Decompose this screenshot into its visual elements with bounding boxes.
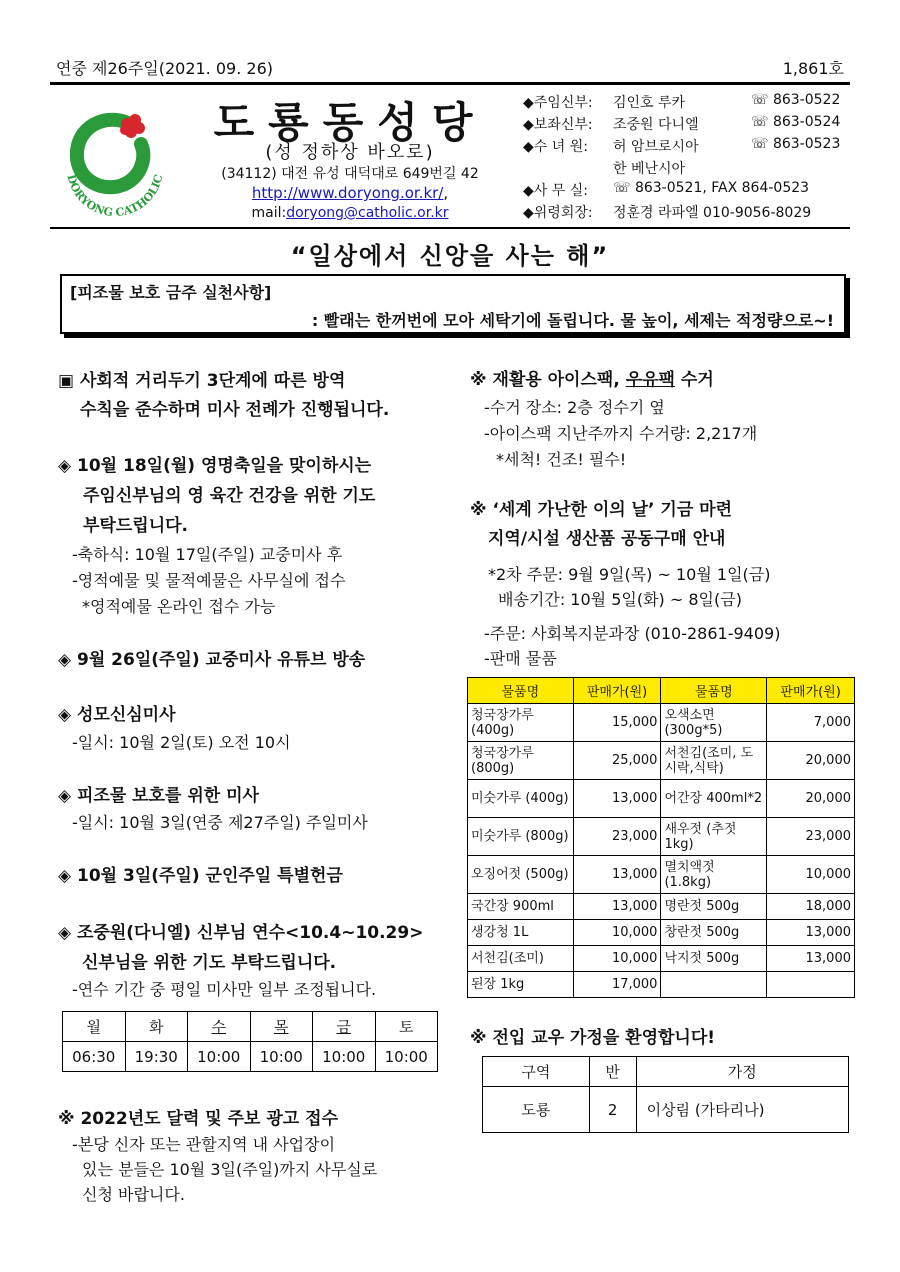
col-header: 구역 [483,1057,590,1087]
product-table-header [468,678,855,704]
product-name: 국간장 900ml [468,894,574,920]
newcomer-header-row [483,1057,849,1087]
patron-saint: (성 정하상 바오로) [265,142,435,163]
feast-heading-1: ◈ 10월 18일(월) 영명축일을 맞이하시는 [58,456,372,476]
calendar-ad-bullet-3: 신청 바랍니다. [82,1185,185,1204]
product-name: 된장 1kg [468,972,574,998]
church-logo [55,100,175,220]
staff-role: ◆위령회장: [523,205,593,221]
staff-phone: ☏ 863-0524 [751,114,841,130]
notice-box [60,274,846,334]
feast-bullet-1: -축하식: 10월 17일(주일) 교중미사 후 [72,545,343,564]
product-price: 10,000 [767,856,855,894]
schedule-time: 19:30 [125,1042,188,1072]
poor-day-heading-1: ※ ‘세계 가난한 이의 날’ 기금 마련 [470,500,733,520]
col-header: 가정 [636,1057,848,1087]
staff-assistant [523,114,853,136]
table-row [468,946,855,972]
recycle-bullet-3: *세척! 건조! 필수! [496,450,627,469]
website-link[interactable]: http://www.doryong.or.kr/ [251,184,444,202]
product-name: 서천김(조미, 도시락,식탁) [661,742,767,780]
staff-convent [523,136,853,158]
product-price: 10,000 [573,920,661,946]
schedule-day: 목 [250,1012,313,1042]
schedule-time: 10:00 [250,1042,313,1072]
heart-mass-bullet: -일시: 10월 2일(토) 오전 10시 [72,733,291,752]
staff-phone: ☏ 863-0522 [751,92,841,108]
product-price: 17,000 [573,972,661,998]
schedule-day: 수 [188,1012,251,1042]
poor-day-bullet-1: *2차 주문: 9월 9일(목) ~ 10월 1일(금) [488,565,771,584]
feast-heading-3: 부탁드립니다. [83,516,188,536]
church-name: 도룡동성당 [213,98,487,147]
top-rule [50,82,850,85]
church-address: (34112) 대전 유성 대덕대로 649번길 42 [221,166,479,182]
table-row [468,920,855,946]
recycle-heading [470,366,714,394]
product-price: 7,000 [767,704,855,742]
creation-mass-heading: ◈ 피조물 보호를 위한 미사 [58,786,259,806]
product-name: 새우젓 (추젓 1kg) [661,818,767,856]
retreat-bullet: -연수 기간 중 평일 미사만 일부 조정됩니다. [72,980,377,999]
issue-date: 연중 제26주일(2021. 09. 26) [56,59,273,78]
heart-mass-heading: ◈ 성모신심미사 [58,705,176,725]
feast-bullet-2: -영적예물 및 물적예물은 사무실에 접수 [72,571,346,590]
product-name: 낙지젓 500g [661,946,767,972]
covid-heading-2: 수칙을 준수하며 미사 전례가 진행됩니다. [80,400,390,420]
youtube-heading: ◈ 9월 26일(주일) 교중미사 유튜브 방송 [58,650,366,670]
product-name: 생강청 1L [468,920,574,946]
staff-pastor [523,92,853,114]
table-row [468,780,855,818]
poor-day-bullet-2: 배송기간: 10월 5일(화) ~ 8일(금) [498,590,742,609]
newcomer-family: 이상림 (가타리나) [636,1087,848,1133]
schedule-time: 10:00 [188,1042,251,1072]
recycle-heading-c: 수거 [674,370,714,390]
staff-role: ◆보좌신부: [523,117,593,133]
staff-name: 한 베난시아 [613,161,686,177]
schedule-day: 화 [125,1012,188,1042]
calendar-ad-heading: ※ 2022년도 달력 및 주보 광고 접수 [58,1109,338,1129]
poor-day-bullet-3: -주문: 사회복지분과장 (010-2861-9409) [484,624,781,643]
staff-role: ◆주임신부: [523,95,593,111]
schedule-days-row [63,1012,438,1042]
staff-phone: ☏ 863-0523 [751,136,841,152]
feast-heading-2: 주임신부님의 영 육간 건강을 위한 기도 [83,486,376,506]
product-price: 13,000 [573,894,661,920]
table-row [468,742,855,780]
col-header: 판매가(원) [573,678,661,704]
newcomer-area: 도룡 [483,1087,590,1133]
year-theme: “일상에서 신앙을 사는 해” [290,242,610,270]
product-name: 청국장가루 (400g) [468,704,574,742]
product-name: 명란젓 500g [661,894,767,920]
product-price: 25,000 [573,742,661,780]
product-price: 13,000 [573,780,661,818]
product-name: 어간장 400ml*2 [661,780,767,818]
staff-memorial [523,202,853,224]
schedule-time: 10:00 [375,1042,438,1072]
newcomer-unit: 2 [589,1087,636,1133]
schedule-time: 10:00 [313,1042,376,1072]
table-row [468,972,855,998]
staff-name: 정훈경 라파엘 010-9056-8029 [613,205,812,221]
welcome-heading: ※ 전입 교우 가정을 환영합니다! [470,1028,716,1048]
table-row [468,856,855,894]
covid-heading-1: ▣ 사회적 거리두기 3단계에 따른 방역 [58,371,346,391]
product-name: 창란젓 500g [661,920,767,946]
recycle-heading-b: 우유팩 [625,370,675,390]
notice-title: [피조물 보호 금주 실천사항] [70,283,272,302]
issue-number: 1,861호 [782,59,844,78]
feast-bullet-3: *영적예물 온라인 접수 가능 [82,597,276,616]
product-name: 미숫가루 (400g) [468,780,574,818]
product-price: 13,000 [767,920,855,946]
schedule-time: 06:30 [63,1042,126,1072]
header-rule [50,227,850,229]
calendar-ad-bullet-2: 있는 분들은 10월 3일(주일)까지 사무실로 [82,1160,378,1179]
product-name: 멸치액젓 (1.8kg) [661,856,767,894]
poor-day-bullet-4: -판매 물품 [484,649,557,668]
product-table [467,677,855,998]
product-name: 오색소면 (300g*5) [661,704,767,742]
logo-text: DORYONG CATHOLIC [64,173,166,220]
mass-schedule-table [62,1011,438,1072]
creation-mass-bullet: -일시: 10월 3일(연중 제27주일) 주일미사 [72,813,368,832]
website-suffix: , [443,184,449,202]
staff-name: ☏ 863-0521, FAX 864-0523 [613,180,810,196]
product-price: 20,000 [767,780,855,818]
mail-label: mail: [251,205,287,221]
product-price: 15,000 [573,704,661,742]
col-header: 물품명 [661,678,767,704]
product-price: 18,000 [767,894,855,920]
staff-role: ◆수 녀 원: [523,139,588,155]
staff-name: 허 암브로시아 [613,139,699,155]
product-price: 13,000 [767,946,855,972]
staff-office [523,180,853,202]
product-price [767,972,855,998]
product-price: 13,000 [573,856,661,894]
product-name: 오징어젓 (500g) [468,856,574,894]
col-header: 물품명 [468,678,574,704]
table-row [468,704,855,742]
calendar-ad-bullet-1: -본당 신자 또는 관할지역 내 사업장이 [72,1135,336,1154]
recycle-bullet-2: -아이스팩 지난주까지 수거량: 2,217개 [484,424,758,443]
product-price: 23,000 [767,818,855,856]
table-row [468,894,855,920]
mail-link[interactable]: doryong@catholic.or.kr [286,205,449,221]
retreat-heading-2: 신부님을 위한 기도 부탁드립니다. [82,953,337,973]
product-name [661,972,767,998]
retreat-heading-1: ◈ 조중원(다니엘) 신부님 연수<10.4~10.29> [58,923,424,943]
product-name: 미숫가루 (800g) [468,818,574,856]
product-price: 10,000 [573,946,661,972]
staff-name: 조중원 다니엘 [613,117,699,133]
staff-role: ◆사 무 실: [523,183,588,199]
recycle-heading-a: ※ 재활용 아이스팩, [470,370,626,390]
staff-convent-2 [523,158,853,180]
mail-line [195,205,505,221]
schedule-day: 월 [63,1012,126,1042]
product-price: 23,000 [573,818,661,856]
product-price: 20,000 [767,742,855,780]
schedule-times-row [63,1042,438,1072]
recycle-bullet-1: -수거 장소: 2층 정수기 옆 [484,398,665,417]
military-sunday-heading: ◈ 10월 3일(주일) 군인주일 특별헌금 [58,866,343,886]
website-line [195,184,505,202]
notice-text: : 빨래는 한꺼번에 모아 세탁기에 돌립니다. 물 높이, 세제는 적정량으로~! [311,311,834,330]
table-row [483,1087,849,1133]
product-name: 청국장가루 (800g) [468,742,574,780]
poor-day-heading-2: 지역/시설 생산품 공동구매 안내 [488,529,726,549]
col-header: 판매가(원) [767,678,855,704]
col-header: 반 [589,1057,636,1087]
newcomer-table [482,1056,849,1133]
staff-name: 김인호 루카 [613,95,686,111]
product-name: 서천김(조미) [468,946,574,972]
table-row [468,818,855,856]
schedule-day: 금 [313,1012,376,1042]
schedule-day: 토 [375,1012,438,1042]
